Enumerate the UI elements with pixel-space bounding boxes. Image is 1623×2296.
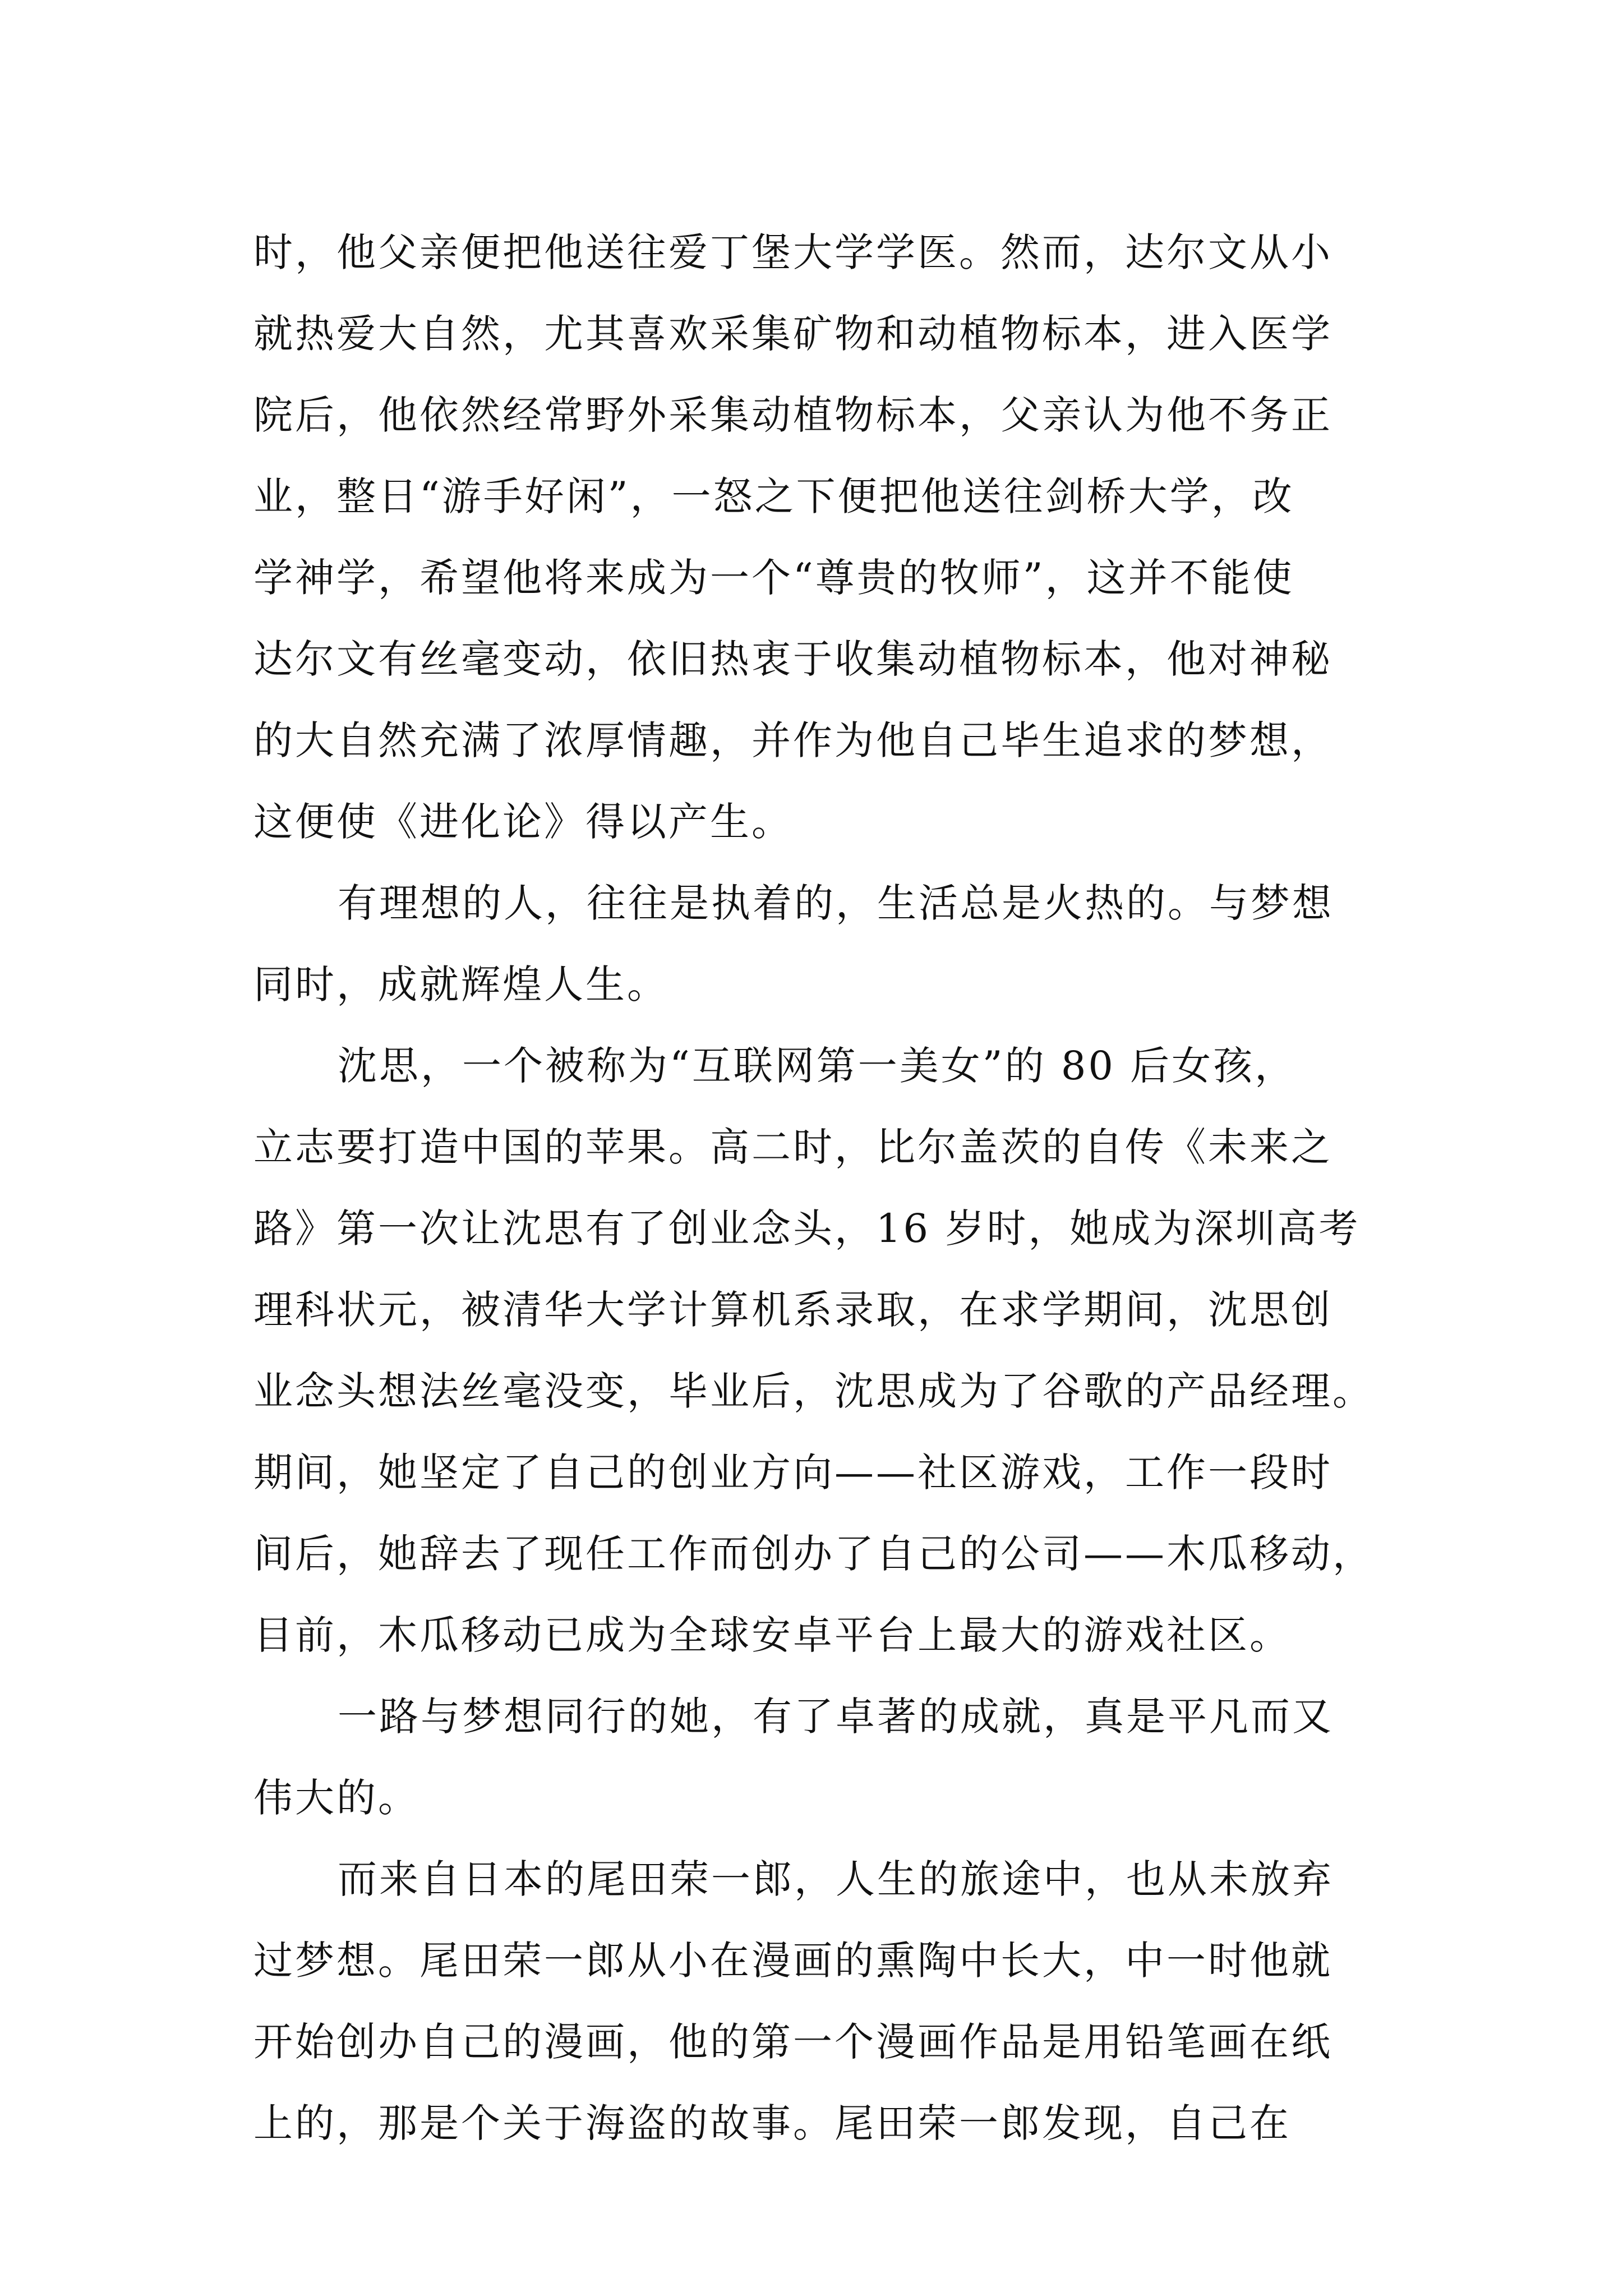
text-line: 目前，木瓜移动已成为全球安卓平台上最大的游戏社区。: [253, 1612, 1291, 1658]
paragraph-oda: [253, 1839, 1389, 2164]
paragraph-dream-companion: [253, 1676, 1389, 1839]
text-line: 伟大的。: [253, 1775, 419, 1821]
text-line: 业念头想法丝毫没变，毕业后，沈思成为了谷歌的产品经理。: [253, 1368, 1374, 1414]
text-line: 沈思，一个被称为“互联网第一美女”的 80 后女孩，: [338, 1043, 1297, 1089]
text-line: 达尔文有丝毫变动，依旧热衷于收集动植物标本，他对神秘: [253, 636, 1332, 682]
text-line: 而来自日本的尾田荣一郎，人生的旅途中，也从未放弃: [338, 1856, 1334, 1902]
text-line: 业，整日“游手好闲”，一怒之下便把他送往剑桥大学，改: [253, 473, 1294, 519]
text-line: 理科状元，被清华大学计算机系录取，在求学期间，沈思创: [253, 1287, 1332, 1333]
text-line: 的大自然充满了浓厚情趣，并作为他自己毕生追求的梦想，: [253, 717, 1332, 763]
paragraph-shen-si: [253, 1025, 1389, 1676]
text-line: 就热爱大自然，尤其喜欢采集矿物和动植物标本，进入医学: [253, 311, 1332, 357]
text-line: 上的，那是个关于海盗的故事。尾田荣一郎发现，自己在: [253, 2100, 1291, 2146]
document-body: [253, 212, 1389, 2164]
text-line: 路》第一次让沈思有了创业念头，16 岁时，她成为深圳高考: [253, 1205, 1361, 1251]
text-line: 同时，成就辉煌人生。: [253, 961, 668, 1007]
text-line: 立志要打造中国的苹果。高二时，比尔盖茨的自传《未来之: [253, 1124, 1332, 1170]
text-line: 开始创办自己的漫画，他的第一个漫画作品是用铅笔画在纸: [253, 2019, 1332, 2065]
text-line: 学神学，希望他将来成为一个“尊贵的牧师”，这并不能使: [253, 555, 1294, 601]
text-line: 时，他父亲便把他送往爱丁堡大学学医。然而，达尔文从小: [253, 229, 1332, 275]
paragraph-darwin: [253, 212, 1389, 863]
paragraph-ideal-people: [253, 863, 1389, 1025]
text-line: 这便使《进化论》得以产生。: [253, 799, 793, 845]
text-line: 有理想的人，往往是执着的，生活总是火热的。与梦想: [338, 880, 1334, 926]
text-line: 期间，她坚定了自己的创业方向——社区游戏，工作一段时: [253, 1450, 1332, 1496]
text-line: 院后，他依然经常野外采集动植物标本，父亲认为他不务正: [253, 392, 1332, 438]
text-line: 一路与梦想同行的她，有了卓著的成就，真是平凡而又: [338, 1694, 1334, 1740]
text-line: 过梦想。尾田荣一郎从小在漫画的熏陶中长大，中一时他就: [253, 1938, 1332, 1984]
text-line: 间后，她辞去了现任工作而创办了自己的公司——木瓜移动，: [253, 1531, 1374, 1577]
